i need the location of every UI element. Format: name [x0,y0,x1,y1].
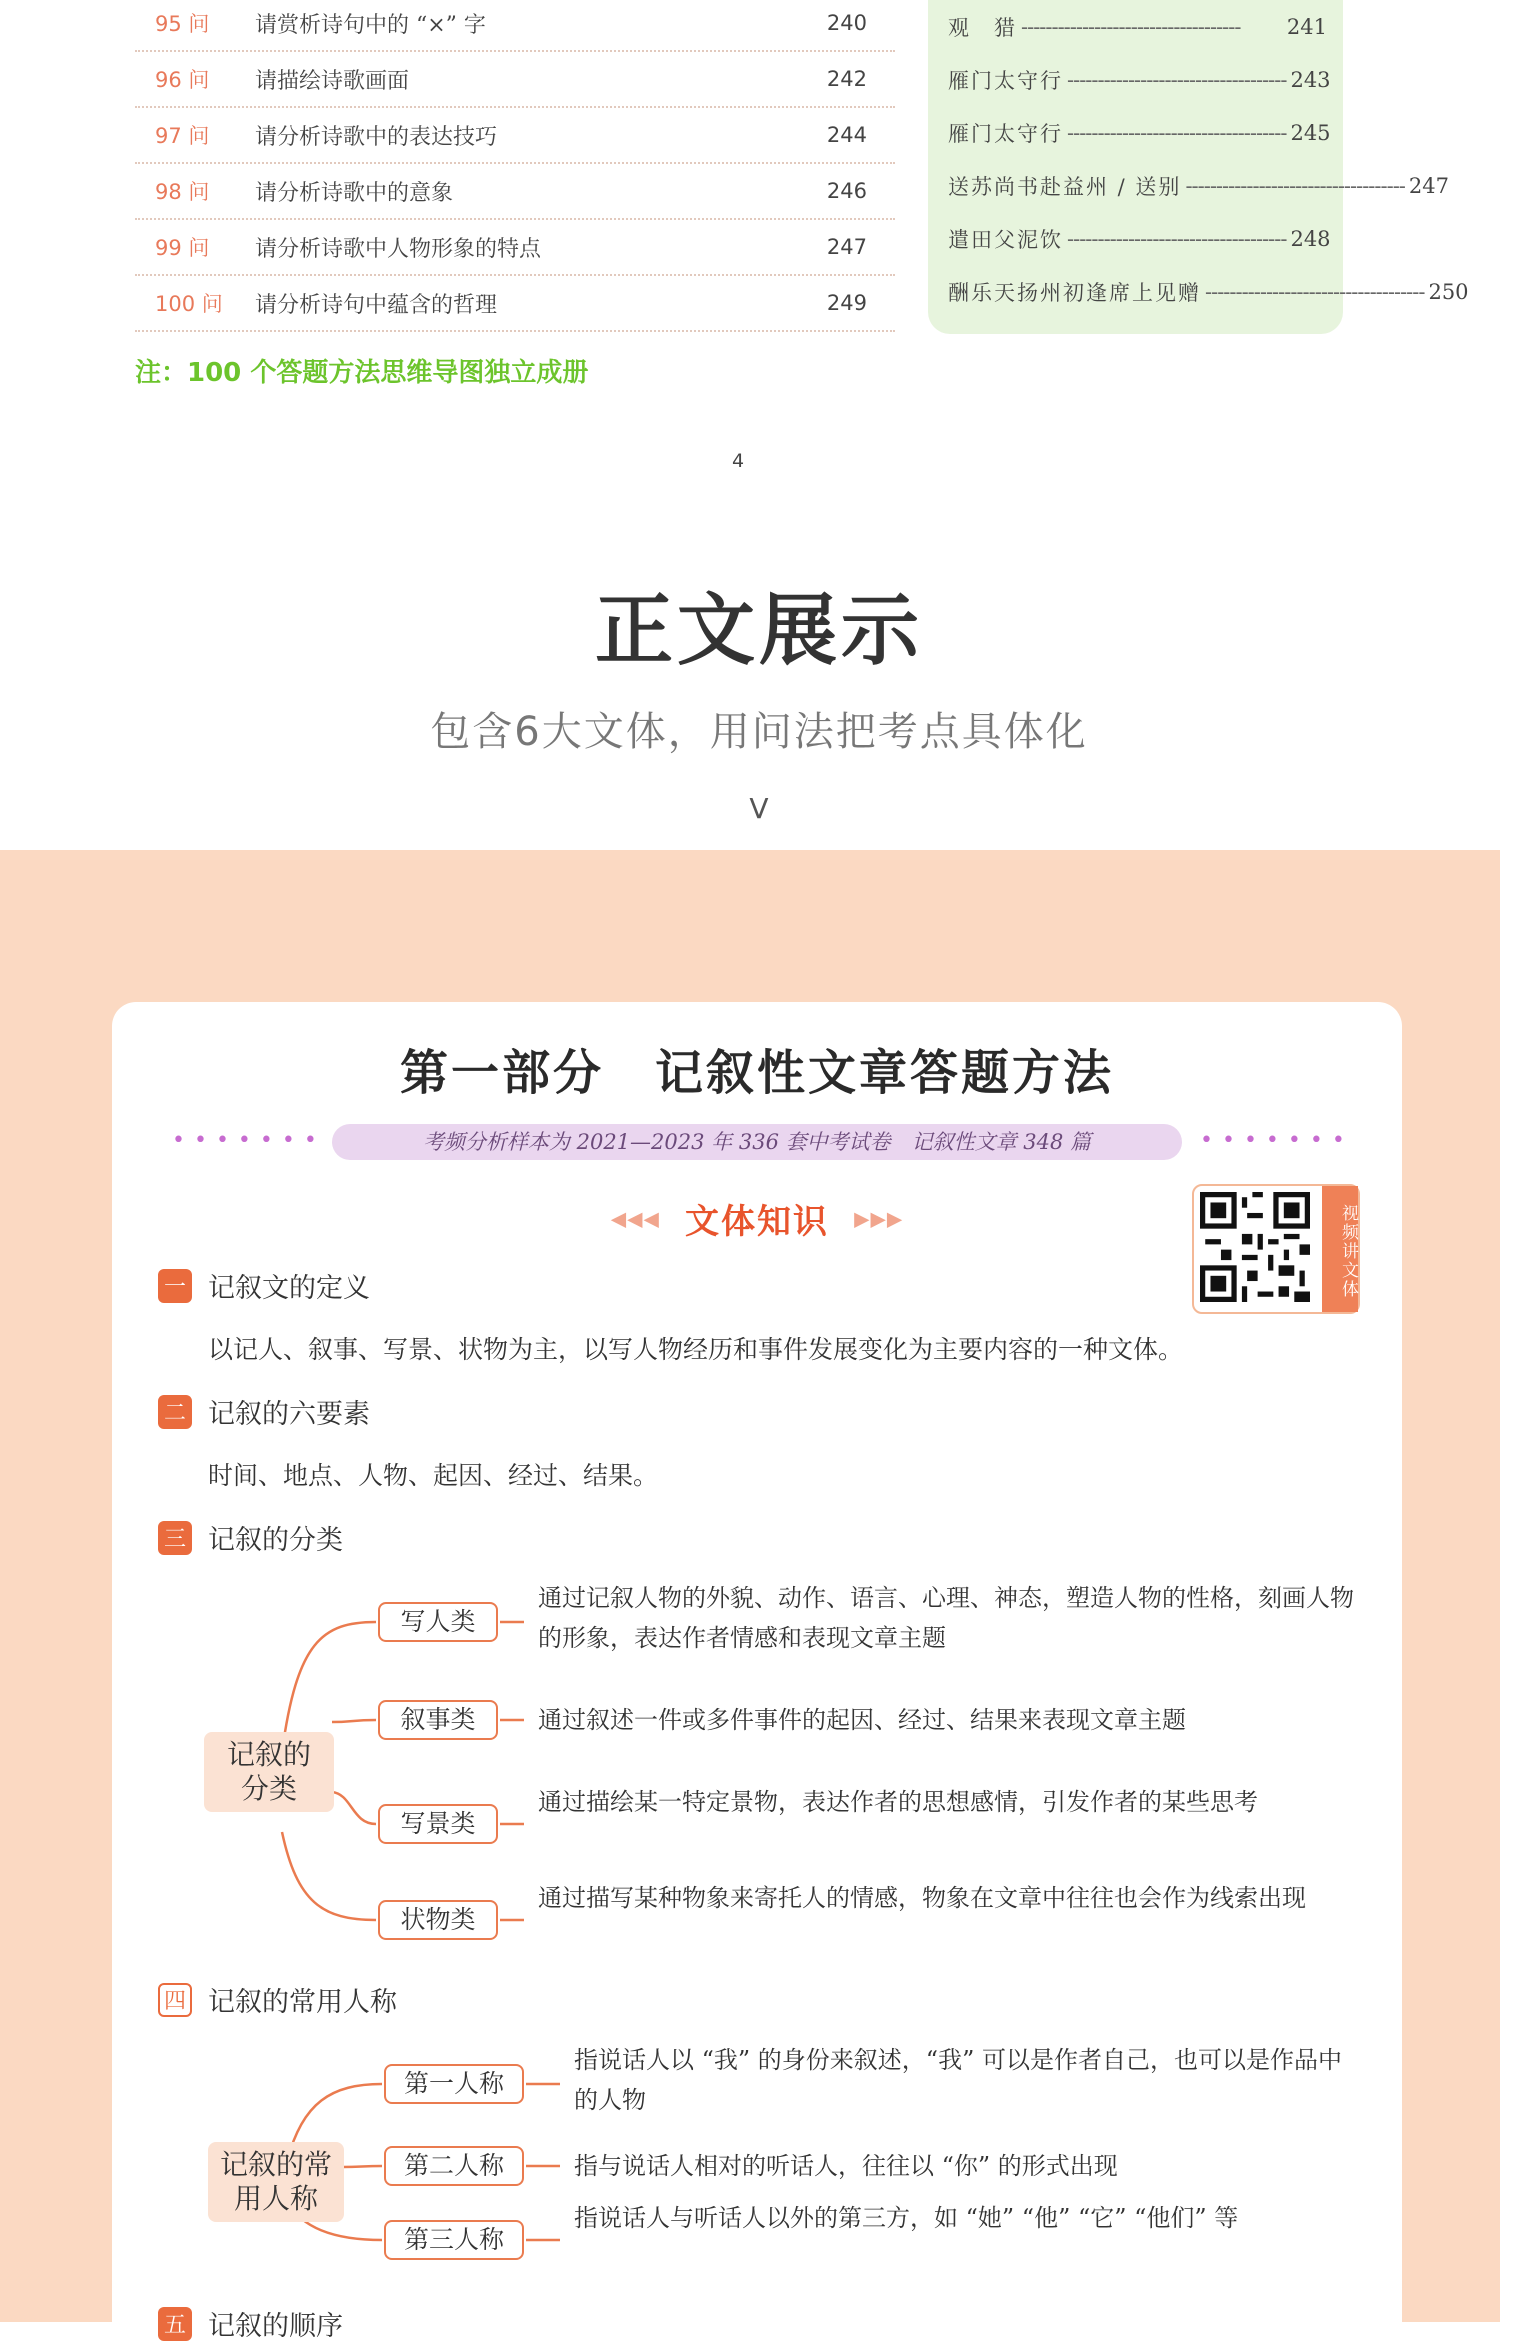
heading-text: 记叙的常用人称 [208,1987,397,2018]
toc-row[interactable] [135,108,895,164]
badge-icon: 二 [158,1395,192,1429]
badge-icon: 五 [158,2307,192,2341]
toc-question-number: 96 问 [155,68,210,92]
toc-question-title: 请分析诗歌中的表达技巧 [255,124,498,150]
down-arrow-icon: V [749,792,769,825]
badge-icon: 四 [158,1983,192,2017]
poem-name: 酬乐天扬州初逢席上见赠 [948,280,1201,305]
mindmap-root-text: 记叙的常用人称 [219,2148,332,2215]
mindmap-branch-desc: 指说话人以 “我” 的身份来叙述，“我” 可以是作者自己，也可以是作品中的人物 [574,2046,1342,2114]
heading-text: 记叙文的定义 [208,1273,370,1304]
mindmap-root [204,1732,334,1812]
mindmap-branch-desc: 通过叙述一件或多件事件的起因、经过、结果来表现文章主题 [538,1706,1186,1734]
mindmap-lines [112,1002,1402,2342]
mindmap-branch: 写人类 [378,1602,498,1642]
leader-dashes: ------------------------------------ [1067,120,1287,145]
poem-index-row[interactable] [948,106,1331,159]
poem-page: 245 [1290,120,1331,145]
decorative-dots: ••••••• [1200,1128,1354,1153]
heading-text: 记叙的六要素 [208,1399,370,1430]
video-tag: 视频讲文体 [1322,1186,1358,1312]
poem-page: 241 [1286,14,1327,39]
poem-name: 雁门太守行 [948,68,1063,93]
mindmap-branch: 第二人称 [384,2146,524,2186]
heading-text: 记叙的顺序 [208,2311,343,2342]
poem-index-row[interactable] [948,212,1331,265]
poem-name: 雁门太守行 [948,121,1063,146]
mindmap-root [208,2142,344,2222]
poem-index-row[interactable] [948,0,1327,53]
poem-index-box [928,0,1469,334]
toc-row[interactable] [135,220,895,276]
leader-dashes: ------------------------------------ [1067,226,1287,251]
toc-page-number: 247 [826,235,867,259]
decorative-dots: ••••••• [172,1128,326,1153]
toc-question-number: 97 问 [155,124,210,148]
page-number: 4 [731,450,745,472]
poem-page: 243 [1290,67,1331,92]
toc-question-title: 请分析诗歌中的意象 [255,180,454,206]
content-page-card [112,1002,1402,2342]
right-arrows-icon: ▶▶▶ [854,1206,904,1231]
toc-note: 注：100 个答题方法思维导图独立成册 [135,358,589,388]
toc-page-number: 249 [826,291,867,315]
mindmap-branch-desc: 通过描绘某一特定景物，表达作者的思想感情，引发作者的某些思考 [538,1788,1258,1816]
leader-dashes: ------------------------------------ [1021,14,1241,39]
toc-row[interactable] [135,164,895,220]
poem-page: 250 [1428,279,1469,304]
mindmap-branch-desc: 指与说话人相对的听话人，往往以 “你” 的形式出现 [574,2152,1118,2180]
leader-dashes: ------------------------------------ [1185,173,1405,198]
poem-index-row[interactable] [948,265,1469,318]
mindmap-branch: 写景类 [378,1804,498,1844]
toc-question-number: 100 问 [155,292,223,316]
toc-page-number: 246 [826,179,867,203]
mindmap-branch: 状物类 [378,1900,498,1940]
badge-icon: 一 [158,1269,192,1303]
toc-question-title: 请描绘诗歌画面 [255,68,410,94]
toc-question-title: 请分析诗句中蕴含的哲理 [255,292,498,318]
definition-text: 以记人、叙事、写景、状物为主，以写人物经历和事件发展变化为主要内容的一种文体。 [208,1335,1184,1364]
mindmap-branch-desc: 通过描写某种物象来寄托人的情感，物象在文章中往往也会作为线索出现 [538,1884,1306,1912]
toc-question-title: 请分析诗歌中人物形象的特点 [255,236,542,262]
toc-question-number: 98 问 [155,180,210,204]
poem-index-row[interactable] [948,53,1331,106]
mindmap-branch-desc: 指说话人与听话人以外的第三方，如 “她” “他” “它” “他们” 等 [574,2204,1239,2232]
left-arrows-icon: ◀◀◀ [610,1206,660,1231]
toc-question-title: 请赏析诗句中的 “×” 字 [255,12,486,38]
heading-person [158,1980,397,2019]
mindmap-root-text: 记叙的分类 [226,1738,311,1805]
showcase-title [0,568,1518,680]
showcase-subtitle: 包含6大文体，用问法把考点具体化 [430,709,1088,755]
leader-dashes: ------------------------------------ [1067,67,1287,92]
toc-question-number: 95 问 [155,12,210,36]
toc-row[interactable] [135,0,895,52]
toc-row[interactable] [135,52,895,108]
showcase-title-text: 正文展示 [583,568,935,680]
mindmap-branch: 第三人称 [384,2220,524,2260]
poem-name: 观 猎 [948,15,1017,40]
mindmap-branch: 叙事类 [378,1700,498,1740]
toc-page-number: 240 [826,11,867,35]
poem-index-row[interactable] [948,159,1449,212]
mindmap-branch: 第一人称 [384,2064,524,2104]
poem-page: 247 [1408,173,1449,198]
poem-name: 送苏尚书赴益州 / 送别 [948,174,1182,199]
leader-dashes: ------------------------------------ [1205,279,1425,304]
poem-page: 248 [1290,226,1331,251]
badge-icon: 三 [158,1521,192,1555]
six-elements-text: 时间、地点、人物、起因、经过、结果。 [208,1461,659,1490]
part-title: 第一部分 记叙性文章答题方法 [399,1045,1114,1101]
toc-question-number: 99 问 [155,236,210,260]
section-header-text: 文体知识 [685,1202,829,1242]
toc-section [0,0,1500,850]
poem-name: 遣田父泥饮 [948,227,1063,252]
heading-text: 记叙的分类 [208,1525,343,1556]
stat-banner: 考频分析样本为 2021—2023 年 336 套中考试卷 记叙性文章 348 篇 [332,1124,1182,1160]
toc-row[interactable] [135,276,895,332]
toc-page-number: 242 [826,67,867,91]
mindmap-branch-desc: 通过记叙人物的外貌、动作、语言、心理、神态，塑造人物的性格，刻画人物的形象，表达作者情感和表现文章主题 [538,1584,1354,1652]
toc-list [135,0,895,332]
heading-order [158,2304,343,2343]
toc-page-number: 244 [826,123,867,147]
